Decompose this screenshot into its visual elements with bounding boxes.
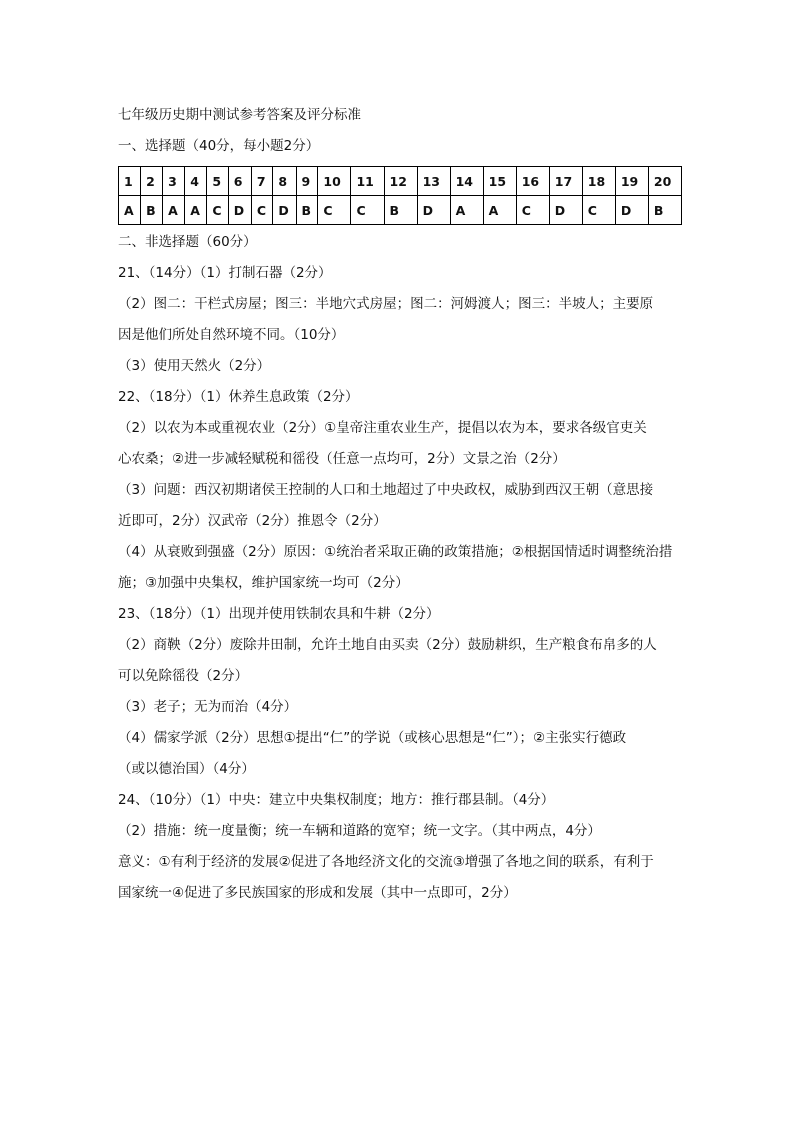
answer-line: （2）以农为本或重视农业（2分）①皇帝注重农业生产，提倡以农为本，要求各级官吏关: [118, 420, 647, 436]
section1-heading: 一、选择题（40分，每小题2分）: [118, 138, 320, 154]
answer-line: （3）使用天然火（2分）: [118, 358, 271, 374]
answer-cell: C: [318, 196, 351, 225]
question-number-cell: 4: [185, 167, 207, 196]
answer-line: 22、（18分）（1）休养生息政策（2分）: [118, 389, 359, 405]
answer-cell: B: [296, 196, 318, 225]
answer-line: 因是他们所处自然环境不同。（10分）: [118, 327, 345, 343]
question-number-cell: 8: [273, 167, 296, 196]
question-number-cell: 12: [384, 167, 417, 196]
question-number-cell: 7: [251, 167, 272, 196]
question-number-cell: 10: [318, 167, 351, 196]
question-number-cell: 13: [417, 167, 450, 196]
answer-cell: D: [273, 196, 296, 225]
answer-cell: C: [351, 196, 384, 225]
question-number-cell: 14: [450, 167, 483, 196]
answer-line: （2）商鞅（2分）废除井田制，允许土地自由买卖（2分）鼓励耕织，生产粮食布帛多的人: [118, 637, 657, 653]
answer-line: 23、（18分）（1）出现并使用铁制农具和牛耕（2分）: [118, 606, 440, 622]
section2-heading: 二、非选择题（60分）: [118, 234, 257, 250]
question-number-cell: 18: [582, 167, 615, 196]
answer-cell: D: [549, 196, 582, 225]
answer-row: [119, 196, 682, 225]
answer-line: （4）从衰败到强盛（2分）原因：①统治者采取正确的政策措施；②根据国情适时调整统治措: [118, 544, 673, 560]
question-number-cell: 19: [615, 167, 648, 196]
question-number-cell: 2: [141, 167, 163, 196]
answer-cell: C: [516, 196, 549, 225]
answer-cell: C: [251, 196, 272, 225]
answer-line: 国家统一④促进了多民族国家的形成和发展（其中一点即可，2分）: [118, 885, 517, 901]
question-number-cell: 6: [228, 167, 251, 196]
answer-line: （或以德治国）（4分）: [118, 761, 255, 777]
answer-line: 心农桑；②进一步减轻赋税和徭役（任意一点均可，2分）文景之治（2分）: [118, 451, 566, 467]
question-number-cell: 11: [351, 167, 384, 196]
answer-cell: B: [648, 196, 681, 225]
answer-cell: B: [384, 196, 417, 225]
answer-cell: D: [417, 196, 450, 225]
answer-line: （3）问题：西汉初期诸侯王控制的人口和土地超过了中央政权，威胁到西汉王朝（意思接: [118, 482, 654, 498]
question-number-cell: 16: [516, 167, 549, 196]
answer-line: （2）措施：统一度量衡；统一车辆和道路的宽窄；统一文字。（其中两点，4分）: [118, 823, 601, 839]
question-number-row: [119, 167, 682, 196]
section2-body: [118, 258, 684, 909]
question-number-cell: 9: [296, 167, 318, 196]
answer-cell: C: [207, 196, 228, 225]
question-number-cell: 1: [119, 167, 141, 196]
answer-line: 可以免除徭役（2分）: [118, 668, 249, 684]
question-number-cell: 15: [483, 167, 516, 196]
answer-cell: B: [141, 196, 163, 225]
answer-line: （2）图二：干栏式房屋；图三：半地穴式房屋；图二：河姆渡人；图三：半坡人；主要原: [118, 296, 654, 312]
question-number-cell: 17: [549, 167, 582, 196]
question-number-cell: 5: [207, 167, 228, 196]
answer-line: 21、（14分）（1）打制石器（2分）: [118, 265, 332, 281]
answer-cell: A: [119, 196, 141, 225]
answer-cell: C: [582, 196, 615, 225]
answer-cell: D: [615, 196, 648, 225]
answer-line: 施；③加强中央集权，维护国家统一均可（2分）: [118, 575, 409, 591]
answer-key-document: [118, 100, 684, 909]
question-number-cell: 20: [648, 167, 681, 196]
answer-cell: A: [163, 196, 185, 225]
answer-cell: A: [483, 196, 516, 225]
question-number-cell: 3: [163, 167, 185, 196]
answer-cell: A: [450, 196, 483, 225]
answer-line: 近即可，2分）汉武帝（2分）推恩令（2分）: [118, 513, 387, 529]
document-title: 七年级历史期中测试参考答案及评分标准: [118, 107, 361, 123]
answer-line: 意义：①有利于经济的发展②促进了各地经济文化的交流③增强了各地之间的联系，有利于: [118, 854, 654, 870]
answer-line: （4）儒家学派（2分）思想①提出“仁”的学说（或核心思想是“仁”）；②主张实行德政: [118, 730, 627, 746]
answer-line: （3）老子；无为而治（4分）: [118, 699, 298, 715]
answer-table: [118, 166, 682, 225]
answer-cell: A: [185, 196, 207, 225]
answer-line: 24、（10分）（1）中央：建立中央集权制度；地方：推行郡县制。（4分）: [118, 792, 555, 808]
answer-cell: D: [228, 196, 251, 225]
